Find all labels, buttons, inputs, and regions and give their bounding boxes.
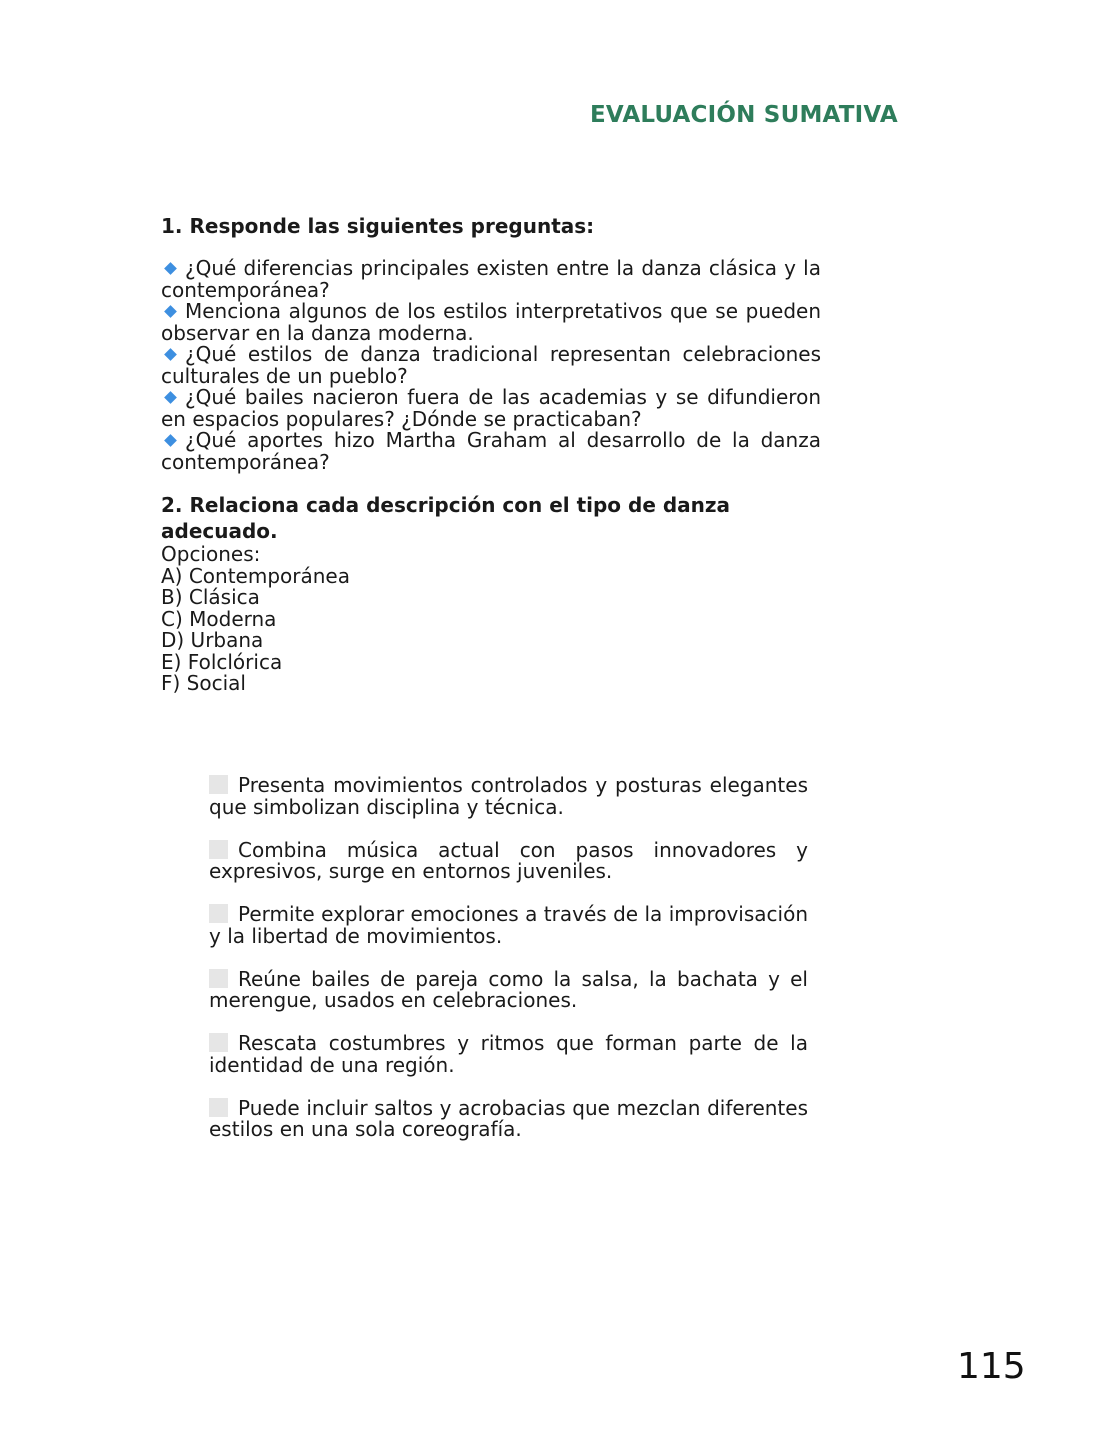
- description-text: Permite explorar emociones a través de la improvisación y la libertad de movimientos.: [209, 902, 808, 948]
- option-item: A) Contemporánea: [161, 563, 350, 588]
- option-item: B) Clásica: [161, 585, 260, 609]
- question-item: [161, 430, 821, 473]
- description-text: Presenta movimientos controlados y posturas elegantes que simbolizan disciplina y técnica.: [209, 773, 808, 819]
- diamond-bullet-icon: [164, 262, 177, 275]
- page-number: 115: [957, 1346, 1026, 1387]
- section-1-heading: 1. Responde las siguientes preguntas:: [161, 214, 595, 238]
- diamond-bullet-icon: [164, 434, 177, 447]
- question-item: [161, 344, 821, 387]
- question-item: [161, 258, 821, 301]
- answer-box[interactable]: [209, 904, 228, 923]
- description-item: [209, 837, 808, 883]
- description-item: [209, 1095, 808, 1141]
- answer-box[interactable]: [209, 1033, 228, 1052]
- page-title: EVALUACIÓN SUMATIVA: [590, 102, 898, 128]
- description-item: [209, 775, 808, 818]
- answer-box[interactable]: [209, 775, 228, 794]
- question-list: [161, 258, 821, 473]
- description-list: [209, 775, 808, 1162]
- section-2-heading: 2. Relaciona cada descripción con el tipo de danza adecuado.: [161, 493, 731, 543]
- description-text: Rescata costumbres y ritmos que forman parte de la identidad de una región.: [209, 1031, 808, 1077]
- question-text: ¿Qué estilos de danza tradicional representan celebraciones culturales de un pueblo?: [161, 342, 821, 388]
- description-text: Combina música actual con pasos innovadores y expresivos, surge en entornos juveniles.: [209, 837, 808, 883]
- question-text: Menciona algunos de los estilos interpretativos que se pueden observar en la danza moderna.: [161, 299, 821, 345]
- description-item: [209, 966, 808, 1012]
- diamond-bullet-icon: [164, 391, 177, 404]
- description-text: Puede incluir saltos y acrobacias que mezclan diferentes estilos en una sola coreografía.: [209, 1095, 808, 1141]
- question-text: ¿Qué bailes nacieron fuera de las academias y se difundieron en espacios populares? ¿Dónde se practicaban?: [161, 385, 821, 431]
- options-label: Opciones:: [161, 542, 261, 566]
- description-item: [209, 1033, 808, 1076]
- answer-box[interactable]: [209, 840, 228, 859]
- question-text: ¿Qué aportes hizo Martha Graham al desarrollo de la danza contemporánea?: [161, 428, 821, 474]
- option-item: C) Moderna: [161, 606, 277, 631]
- answer-box[interactable]: [209, 1098, 228, 1117]
- diamond-bullet-icon: [164, 348, 177, 361]
- answer-box[interactable]: [209, 969, 228, 988]
- description-item: [209, 904, 808, 947]
- section-matching: [161, 492, 821, 695]
- question-item: [161, 387, 821, 430]
- option-item: D) Urbana: [161, 628, 264, 652]
- question-item: [161, 301, 821, 344]
- description-text: Reúne bailes de pareja como la salsa, la bachata y el merengue, usados en celebraciones.: [209, 966, 808, 1012]
- section-questions: [161, 213, 821, 473]
- option-item: E) Folclórica: [161, 649, 283, 674]
- option-item: F) Social: [161, 671, 246, 695]
- diamond-bullet-icon: [164, 305, 177, 318]
- question-text: ¿Qué diferencias principales existen entre la danza clásica y la contemporánea?: [161, 256, 821, 302]
